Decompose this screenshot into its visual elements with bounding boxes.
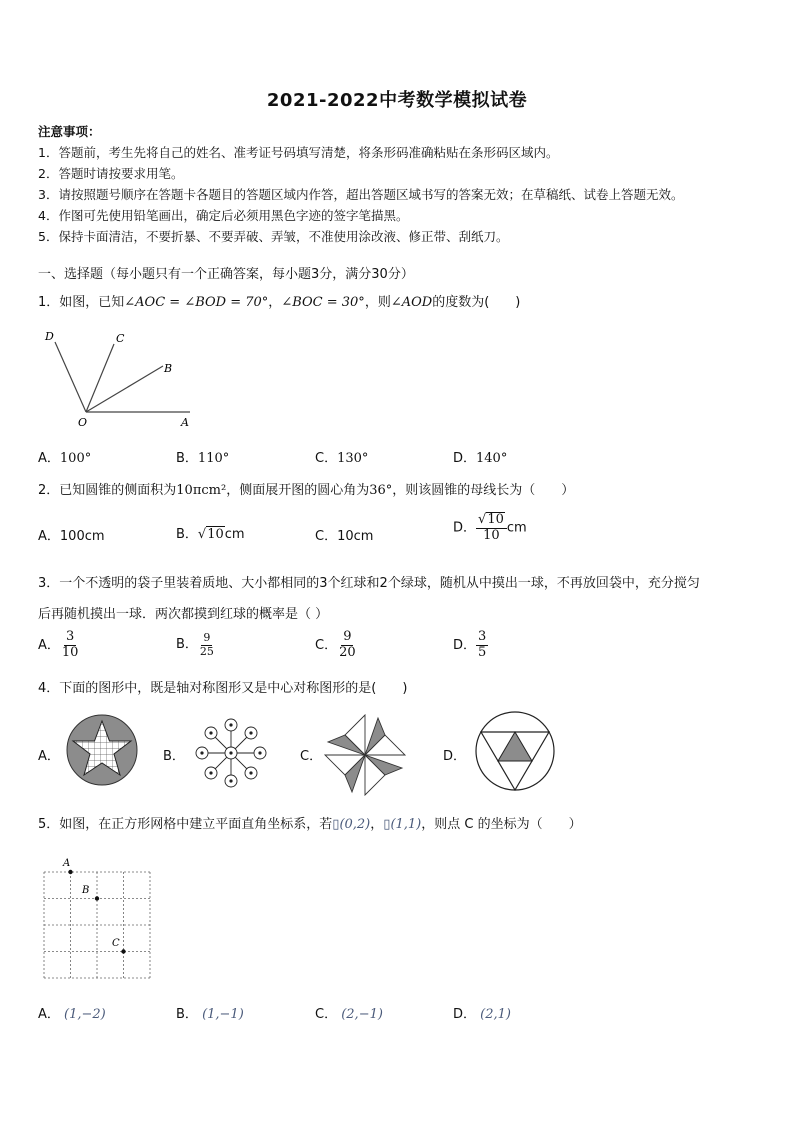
question-1-stem — [38, 291, 520, 310]
label-b: B — [164, 362, 173, 375]
fraction — [337, 630, 358, 661]
q2-option-b[interactable] — [176, 523, 245, 542]
question-5-stem — [38, 813, 582, 832]
label-a: A — [181, 416, 189, 429]
notes-heading: 注意事项： — [38, 124, 101, 139]
point-c — [121, 949, 125, 953]
option-value: (1,−1) — [202, 1007, 244, 1022]
option-letter: D． — [453, 520, 477, 536]
option-letter: B． — [176, 451, 198, 466]
label-c: C — [112, 938, 120, 949]
option-value: (1,−2) — [64, 1007, 106, 1022]
numerator: 3 — [478, 629, 487, 644]
q1-suffix: 的度数为( ) — [432, 295, 521, 310]
option-unit: cm — [224, 527, 245, 542]
fraction — [476, 512, 507, 544]
point-b — [95, 896, 99, 900]
section-heading: 一、选择题（每小题只有一个正确答案，每小题3分，满分30分） — [38, 267, 414, 282]
denominator: 5 — [478, 644, 487, 660]
option-letter: D． — [453, 637, 477, 653]
q5-suffix: ，则点 C 的坐标为（ ） — [421, 817, 582, 832]
q5-option-a[interactable] — [38, 1003, 106, 1022]
q3-option-a[interactable] — [38, 630, 80, 661]
option-value: (2,1) — [480, 1007, 511, 1022]
option-letter: D． — [453, 451, 477, 466]
option-unit: cm — [506, 520, 527, 536]
q1-option-b[interactable] — [176, 447, 229, 466]
radical-sign: √ — [478, 512, 487, 527]
q5-option-b[interactable] — [176, 1003, 244, 1022]
option-letter: A． — [38, 637, 60, 653]
point-a-coord: ▯(0,2) — [332, 817, 371, 832]
q2-option-c[interactable] — [315, 525, 373, 544]
option-letter: A． — [38, 529, 60, 544]
label-c: C — [116, 332, 125, 345]
denominator: 25 — [199, 644, 214, 658]
q1-prefix: 1．如图，已知 — [38, 295, 125, 310]
q2-prefix: 2．已知圆锥的侧面积为 — [38, 483, 177, 498]
option-letter: A． — [38, 451, 60, 466]
q1-condition-2: ∠BOC = 30° — [281, 295, 365, 310]
option-value: 130° — [337, 451, 369, 466]
q1-separator: ， — [268, 295, 282, 310]
q2-suffix: ，则该圆锥的母线长为（ ） — [392, 483, 575, 498]
radical-sign: √ — [197, 527, 207, 542]
page-title: 2021-2022中考数学模拟试卷 — [266, 90, 528, 111]
denominator: 20 — [339, 644, 356, 660]
denominator: 10 — [61, 644, 79, 660]
ray-ob — [86, 366, 163, 412]
q4-option-b-letter[interactable]: B． — [163, 749, 185, 764]
option-value: (2,−1) — [341, 1007, 383, 1022]
q2-option-a[interactable] — [38, 525, 105, 544]
flower-circles-figure[interactable] — [195, 718, 267, 788]
denominator: 10 — [483, 527, 500, 543]
option-letter: C． — [315, 529, 338, 544]
fraction — [476, 630, 488, 661]
q1-condition-1: ∠AOC = ∠BOD = 70° — [124, 295, 269, 310]
numerator: 9 — [343, 629, 352, 644]
q1-option-d[interactable] — [453, 447, 507, 466]
point-a — [68, 870, 72, 874]
q1-target-angle: ∠AOD — [390, 295, 433, 310]
question-4-stem: 4．下面的图形中，既是轴对称图形又是中心对称图形的是( ) — [38, 681, 408, 696]
q3-option-d[interactable] — [453, 630, 488, 661]
ray-oc — [86, 344, 114, 412]
label-o: O — [78, 416, 88, 429]
option-value: 110° — [197, 451, 230, 466]
label-d: D — [45, 330, 54, 343]
question-3-line-2: 后再随机摸出一球．两次都摸到红球的概率是（ ） — [38, 607, 329, 622]
label-a: A — [63, 858, 71, 869]
notes-block — [38, 121, 768, 247]
option-letter: C． — [315, 637, 338, 653]
q1-option-a[interactable] — [38, 447, 91, 466]
numerator: 3 — [66, 629, 75, 644]
question-3-line-1: 3．一个不透明的袋子里装着质地、大小都相同的3个红球和2个绿球，随机从中摸出一球，不再放回袋中，充分搅匀 — [38, 576, 700, 591]
option-letter: B． — [176, 637, 198, 653]
q4-option-d-letter[interactable]: D． — [443, 749, 467, 764]
option-value: 140° — [476, 451, 508, 466]
q2-mid: ，侧面展开图的圆心角为 — [226, 483, 370, 498]
radicand: 10 — [207, 527, 224, 542]
numerator: 9 — [203, 631, 211, 644]
triangle-in-circle-figure[interactable] — [474, 710, 556, 792]
pinwheel-figure[interactable] — [322, 712, 408, 798]
q1-mid: ，则 — [364, 295, 391, 310]
option-value: 10cm — [337, 529, 374, 544]
point-b-coord: ▯(1,1) — [383, 817, 422, 832]
q4-option-c-letter[interactable]: C． — [300, 749, 323, 764]
option-letter: B． — [176, 527, 198, 542]
q5-prefix: 5．如图，在正方形网格中建立平面直角坐标系，若 — [38, 817, 333, 832]
radicand: 10 — [487, 512, 504, 527]
note-item: 4．作图可先使用铅笔画出，确定后必须用黑色字迹的签字笔描黑。 — [38, 208, 409, 223]
option-letter: D． — [453, 1007, 477, 1022]
option-letter: C． — [315, 451, 338, 466]
coordinate-grid-figure — [38, 856, 158, 984]
q2-option-d[interactable] — [453, 512, 527, 544]
note-item: 3．请按照题号顺序在答题卡各题目的答题区域内作答，超出答题区域书写的答案无效；在草稿纸、试卷上答题无效。 — [38, 187, 684, 202]
q2-angle: 36° — [369, 483, 393, 498]
q4-option-a-letter[interactable]: A． — [38, 749, 60, 764]
option-letter: C． — [315, 1007, 338, 1022]
q5-option-d[interactable] — [453, 1003, 511, 1022]
note-item: 1．答题前，考生先将自己的姓名、准考证号码填写清楚，将条形码准确粘贴在条形码区域内。 — [38, 145, 559, 160]
option-value: 100° — [59, 451, 92, 466]
q2-area: 10πcm² — [176, 483, 227, 498]
q3-option-c[interactable] — [315, 630, 358, 661]
ray-od — [55, 342, 86, 412]
option-letter: A． — [38, 1007, 60, 1022]
q1-option-c[interactable] — [315, 447, 368, 466]
fraction — [60, 630, 81, 661]
fraction — [198, 632, 216, 658]
option-value: 100cm — [59, 529, 105, 544]
label-b: B — [82, 885, 90, 896]
question-2-stem — [38, 479, 574, 498]
q5-separator: ， — [370, 817, 384, 832]
note-item: 2．答题时请按要求用笔。 — [38, 166, 184, 181]
q5-option-c[interactable] — [315, 1003, 383, 1022]
angle-figure — [38, 324, 203, 432]
star-in-circle-figure[interactable] — [64, 712, 142, 790]
q3-option-b[interactable] — [176, 632, 216, 658]
note-item: 5．保持卡面清洁，不要折暴、不要弄破、弄皱，不准使用涂改液、修正带、刮纸刀。 — [38, 229, 509, 244]
option-letter: B． — [176, 1007, 198, 1022]
